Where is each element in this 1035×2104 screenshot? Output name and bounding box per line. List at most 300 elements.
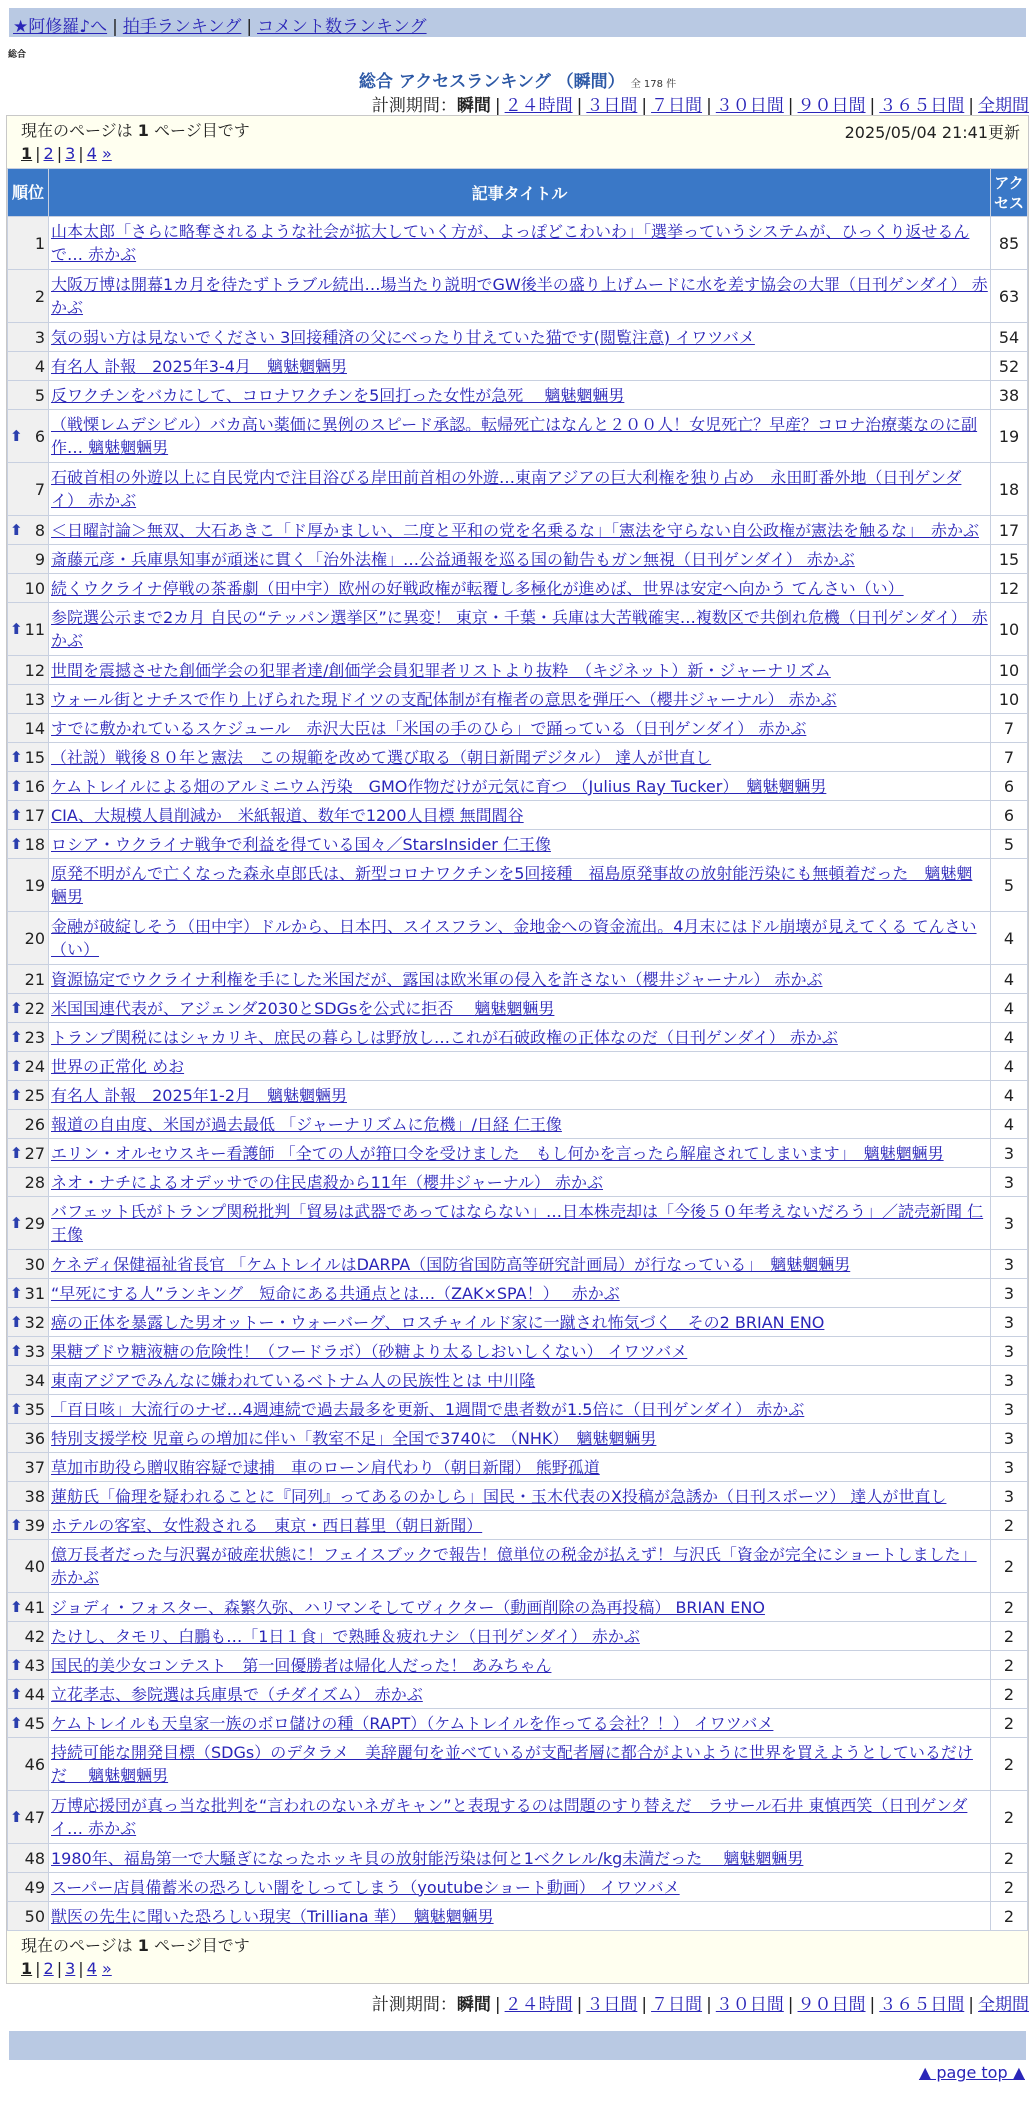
article-link[interactable]: 持続可能な開発目標（SDGs）のデタラメ 美辞麗句を並べているが支配者層に都合がよいように世界を買えようとしているだけだ 魑魅魍魎男 bbox=[51, 1743, 973, 1785]
title-cell bbox=[49, 859, 991, 912]
article-link[interactable]: 獣医の先生に聞いた恐ろしい現実（Trilliana 華） 魑魅魍魎男 bbox=[51, 1906, 494, 1926]
page-separator: | bbox=[35, 144, 41, 163]
rank-cell bbox=[8, 1873, 49, 1902]
table-header-row bbox=[8, 169, 1028, 217]
page-separator: | bbox=[78, 144, 84, 163]
up-arrow-icon: ⬆ bbox=[10, 805, 23, 824]
rank-number: 6 bbox=[34, 426, 45, 446]
article-link[interactable]: ジョディ・フォスター、森繁久弥、ハリマンそしてヴィクター（動画削除の為再投稿） BRIAN ENO bbox=[51, 1597, 765, 1617]
up-arrow-icon: ⬆ bbox=[10, 1312, 23, 1331]
rank-number: 13 bbox=[24, 689, 45, 709]
access-count: 3 bbox=[991, 1250, 1028, 1279]
table-row bbox=[8, 1482, 1028, 1511]
title-cell bbox=[49, 801, 991, 830]
title-cell bbox=[49, 381, 991, 410]
rank-cell bbox=[8, 1197, 49, 1250]
period-option-6[interactable]: ３６５日間 bbox=[879, 1995, 965, 2015]
article-link[interactable]: 原発不明がんで亡くなった森永卓郎氏は、新型コロナワクチンを5回接種 福島原発事故の放射能汚染にも無頓着だった 魑魅魍魎男 bbox=[51, 864, 973, 906]
article-link[interactable]: 斎藤元彦・兵庫県知事が頑迷に貫く「治外法権」…公益通報を巡る国の勧告もガン無視（日刊ゲンダイ） 赤かぶ bbox=[51, 549, 855, 569]
access-count: 3 bbox=[991, 1453, 1028, 1482]
title-cell bbox=[49, 656, 991, 685]
access-count: 2 bbox=[991, 1622, 1028, 1651]
access-count: 2 bbox=[991, 1873, 1028, 1902]
table-row bbox=[8, 603, 1028, 656]
page-separator: | bbox=[56, 1959, 63, 1978]
article-link[interactable]: “早死にする人”ランキング 短命にある共通点とは…（ZAK×SPA！） 赤かぶ bbox=[51, 1283, 620, 1303]
rank-cell bbox=[8, 1593, 49, 1622]
access-count: 4 bbox=[991, 1110, 1028, 1139]
title-cell bbox=[49, 270, 991, 323]
article-link[interactable]: エリン・オルセウスキー看護師 「全ての人が箝口令を受けました もし何かを言ったら解雇されてしまいます」 魑魅魍魎男 bbox=[51, 1143, 944, 1163]
title-cell bbox=[49, 574, 991, 603]
table-row bbox=[8, 685, 1028, 714]
access-count: 63 bbox=[991, 270, 1028, 323]
article-link[interactable]: すでに敷かれているスケジュール 赤沢大臣は「米国の手のひら」で踊っている（日刊ゲンダイ） 赤かぶ bbox=[51, 718, 807, 738]
table-row bbox=[8, 1110, 1028, 1139]
rank-number: 38 bbox=[24, 1486, 45, 1506]
page-info-footer bbox=[7, 1931, 1028, 1983]
period-option-4[interactable]: ３０日間 bbox=[715, 96, 784, 116]
page-info-pre: 現在のページは bbox=[21, 1936, 133, 1955]
access-count: 6 bbox=[991, 801, 1028, 830]
rank-cell bbox=[8, 463, 49, 516]
article-link[interactable]: 有名人 訃報 2025年1-2月 魑魅魍魎男 bbox=[51, 1085, 347, 1105]
table-row bbox=[8, 1250, 1028, 1279]
table-row bbox=[8, 1023, 1028, 1052]
period-separator: | bbox=[576, 96, 583, 116]
article-link[interactable]: ＜日曜討論＞無双、大石あきこ「ド厚かましい、二度と平和の党を名乗るな」「憲法を守らない自公政権が憲法を触るな」 赤かぶ bbox=[51, 520, 980, 540]
article-link[interactable]: ケムトレイルも天皇家一族のボロ儲けの種（RAPT）（ケムトレイルを作ってる会社？！） イワツバメ bbox=[51, 1713, 774, 1733]
table-row bbox=[8, 1593, 1028, 1622]
rank-number: 34 bbox=[24, 1370, 45, 1390]
table-row bbox=[8, 545, 1028, 574]
article-link[interactable]: 蓮舫氏「倫理を疑われることに『同列』ってあるのかしら」国民・玉木代表のX投稿が急誘か（日刊スポーツ） 達人が世直し bbox=[51, 1486, 947, 1506]
rank-number: 47 bbox=[24, 1807, 45, 1827]
article-link[interactable]: 億万長者だった与沢翼が破産状態に！フェイスブックで報告！億単位の税金が払えず！与沢氏「資金が完全にショートしました」 赤かぶ bbox=[51, 1545, 977, 1587]
table-row bbox=[8, 1622, 1028, 1651]
title-cell bbox=[49, 1902, 991, 1931]
table-row bbox=[8, 743, 1028, 772]
rank-cell bbox=[8, 1052, 49, 1081]
article-link[interactable]: 世間を震撼させた創価学会の犯罪者達/創価学会員犯罪者リストより抜粋 （キジネット）新・ジャーナリズム bbox=[51, 660, 831, 680]
access-count: 5 bbox=[991, 830, 1028, 859]
rank-cell bbox=[8, 1308, 49, 1337]
rank-number: 43 bbox=[24, 1655, 45, 1675]
period-option-2[interactable]: ３日間 bbox=[586, 96, 638, 116]
rank-cell bbox=[8, 1395, 49, 1424]
access-count: 5 bbox=[991, 859, 1028, 912]
rank-cell bbox=[8, 1139, 49, 1168]
page-link-4[interactable]: 4 bbox=[86, 1959, 97, 1978]
table-row bbox=[8, 965, 1028, 994]
rank-cell bbox=[8, 1622, 49, 1651]
article-link[interactable]: 石破首相の外遊以上に自民党内で注目浴びる岸田前首相の外遊…東南アジアの巨大利権を独り占め 永田町番外地（日刊ゲンダイ） 赤かぶ bbox=[51, 468, 962, 510]
access-count: 4 bbox=[991, 965, 1028, 994]
rank-cell bbox=[8, 859, 49, 912]
page-info-header bbox=[7, 116, 1028, 168]
page-info-pre: 現在のページは bbox=[21, 121, 133, 140]
rank-number: 20 bbox=[24, 928, 45, 948]
access-count: 12 bbox=[991, 574, 1028, 603]
access-count: 6 bbox=[991, 772, 1028, 801]
article-link[interactable]: 果糖ブドウ糖液糖の危険性！（フードラボ）（砂糖より太るしおいしくない） イワツバメ bbox=[51, 1341, 688, 1361]
rank-number: 23 bbox=[24, 1027, 45, 1047]
access-count: 17 bbox=[991, 516, 1028, 545]
up-arrow-icon: ⬆ bbox=[10, 1027, 23, 1046]
up-arrow-icon: ⬆ bbox=[10, 1341, 23, 1360]
up-arrow-icon: ⬆ bbox=[10, 1143, 23, 1162]
rank-cell bbox=[8, 1168, 49, 1197]
up-arrow-icon: ⬆ bbox=[10, 1213, 23, 1232]
period-option-0: 瞬間 bbox=[456, 1995, 491, 2015]
title-cell bbox=[49, 1366, 991, 1395]
section-label: 総合 bbox=[8, 50, 27, 60]
table-row bbox=[8, 1139, 1028, 1168]
access-count: 38 bbox=[991, 381, 1028, 410]
rank-header: 順位 bbox=[8, 169, 49, 217]
table-row bbox=[8, 830, 1028, 859]
rank-number: 32 bbox=[24, 1312, 45, 1332]
rank-cell bbox=[8, 1844, 49, 1873]
article-link[interactable]: 万博応援団が真っ当な批判を“言われのないネガキャン”と表現するのは問題のすり替えだ ラサール石井 東慎西笑（日刊ゲンダイ… 赤かぶ bbox=[51, 1796, 968, 1838]
rank-cell bbox=[8, 1902, 49, 1931]
period-separator: | bbox=[576, 1995, 583, 2015]
updated-timestamp: 2025/05/04 21:41更新 bbox=[844, 123, 1020, 142]
title-cell bbox=[49, 1511, 991, 1540]
page-title-text: 総合 アクセスランキング （瞬間） bbox=[358, 72, 625, 92]
period-option-2[interactable]: ３日間 bbox=[586, 1995, 638, 2015]
pagination-top bbox=[21, 144, 1014, 163]
title-cell bbox=[49, 965, 991, 994]
rank-number: 5 bbox=[34, 385, 45, 405]
article-link[interactable]: 金融が破綻しそう（田中宇）ドルから、日本円、スイスフラン、金地金への資金流出。4月末にはドル崩壊が見えてくる てんさい（い） bbox=[51, 917, 977, 959]
period-separator: | bbox=[968, 1995, 974, 2015]
article-link[interactable]: 山本太郎「さらに略奪されるような社会が拡大していく方が、よっぽどこわいわ」「選挙っていうシステムが、ひっくり返せるんで… 赤かぶ bbox=[51, 222, 970, 264]
rank-number: 14 bbox=[24, 718, 45, 738]
current-page: 1 bbox=[21, 144, 33, 163]
up-arrow-icon: ⬆ bbox=[10, 1807, 23, 1826]
rank-number: 3 bbox=[34, 327, 45, 347]
page-info-num: 1 bbox=[137, 121, 149, 140]
period-option-1[interactable]: ２４時間 bbox=[504, 1995, 573, 2015]
table-row bbox=[8, 352, 1028, 381]
article-link[interactable]: 世界の正常化 めお bbox=[51, 1056, 185, 1076]
rank-cell bbox=[8, 772, 49, 801]
table-row bbox=[8, 1873, 1028, 1902]
table-row bbox=[8, 1168, 1028, 1197]
rank-cell bbox=[8, 217, 49, 270]
article-link[interactable]: 反ワクチンをバカにして、コロナワクチンを5回打った女性が急死 魑魅魍魎男 bbox=[51, 385, 625, 405]
access-count: 4 bbox=[991, 1081, 1028, 1110]
access-count: 2 bbox=[991, 1844, 1028, 1873]
article-link[interactable]: バフェット氏がトランプ関税批判「貿易は武器であってはならない」…日本株売却は「今後５０年考えないだろう」／読売新聞 仁王像 bbox=[51, 1202, 984, 1244]
top-nav-bar bbox=[9, 8, 1026, 37]
table-row bbox=[8, 1680, 1028, 1709]
article-link[interactable]: 続くウクライナ停戦の茶番劇（田中宇）欧州の好戦政権が転覆し多極化が進めば、世界は安定へ向かう てんさい（い） bbox=[51, 578, 904, 598]
rank-number: 1 bbox=[34, 233, 45, 253]
table-row bbox=[8, 323, 1028, 352]
article-link[interactable]: 立花孝志、参院選は兵庫県で（チダイズム） 赤かぶ bbox=[51, 1684, 423, 1704]
title-cell bbox=[49, 1081, 991, 1110]
rank-number: 39 bbox=[24, 1515, 45, 1535]
rank-cell bbox=[8, 603, 49, 656]
table-row bbox=[8, 463, 1028, 516]
period-separator: | bbox=[494, 1995, 501, 2015]
table-row bbox=[8, 772, 1028, 801]
up-arrow-icon: ⬆ bbox=[10, 619, 23, 638]
rank-cell bbox=[8, 410, 49, 463]
article-link[interactable]: ロシア・ウクライナ戦争で利益を得ている国々／StarsInsider 仁王像 bbox=[51, 834, 551, 854]
page-link-2[interactable]: 2 bbox=[43, 144, 54, 163]
access-count: 3 bbox=[991, 1279, 1028, 1308]
period-separator: | bbox=[706, 96, 712, 116]
page-top-link[interactable]: ▲ page top ▲ bbox=[918, 2063, 1025, 2082]
title-cell bbox=[49, 1168, 991, 1197]
access-count: 3 bbox=[991, 1308, 1028, 1337]
rank-cell bbox=[8, 352, 49, 381]
title-cell bbox=[49, 1622, 991, 1651]
title-cell bbox=[49, 1540, 991, 1593]
rank-cell bbox=[8, 994, 49, 1023]
rank-number: 45 bbox=[24, 1713, 45, 1733]
rank-number: 31 bbox=[24, 1283, 45, 1303]
article-link[interactable]: 草加市助役ら贈収賄容疑で逮捕 車のローン肩代わり（朝日新聞） 熊野孤道 bbox=[51, 1457, 600, 1477]
rank-cell bbox=[8, 1337, 49, 1366]
period-separator: | bbox=[641, 96, 648, 116]
access-count: 4 bbox=[991, 912, 1028, 965]
ranking-table bbox=[7, 168, 1028, 1931]
access-count: 2 bbox=[991, 1593, 1028, 1622]
up-arrow-icon: ⬆ bbox=[10, 426, 23, 445]
access-count: 3 bbox=[991, 1482, 1028, 1511]
access-count: 4 bbox=[991, 994, 1028, 1023]
rank-number: 8 bbox=[34, 520, 45, 540]
article-link[interactable]: ケムトレイルによる畑のアルミニウム汚染 GMO作物だけが元気に育つ （Julius Ray Tucker） 魑魅魍魎男 bbox=[51, 776, 827, 796]
article-link[interactable]: 参院選公示まで2カ月 自民の“テッパン選挙区”に異変！ 東京・千葉・兵庫は大苦戦確実…複数区で共倒れ危機（日刊ゲンダイ） 赤かぶ bbox=[51, 608, 988, 650]
access-count: 3 bbox=[991, 1168, 1028, 1197]
article-link[interactable]: 米国国連代表が、アジェンダ2030とSDGsを公式に拒否 魑魅魍魎男 bbox=[51, 998, 555, 1018]
article-link[interactable]: （社説）戦後８０年と憲法 この規範を改めて選び取る（朝日新聞デジタル） 達人が世直し bbox=[51, 747, 712, 767]
article-link[interactable]: 「百日咳」大流行のナゼ…4週連続で過去最多を更新、1週間で患者数が1.5倍に（日刊ゲンダイ） 赤かぶ bbox=[51, 1399, 805, 1419]
article-link[interactable]: 気の弱い方は見ないでください 3回接種済の父にべったり甘えていた猫です(閲覧注意) イワツバメ bbox=[51, 327, 755, 347]
article-link[interactable]: 有名人 訃報 2025年3-4月 魑魅魍魎男 bbox=[51, 356, 347, 376]
home-link[interactable]: ★阿修羅♪へ bbox=[13, 17, 108, 37]
access-count: 2 bbox=[991, 1902, 1028, 1931]
up-arrow-icon: ⬆ bbox=[10, 1713, 23, 1732]
access-count: 10 bbox=[991, 656, 1028, 685]
access-count: 3 bbox=[991, 1337, 1028, 1366]
title-cell bbox=[49, 1709, 991, 1738]
period-selector-top bbox=[0, 91, 1029, 115]
rank-cell bbox=[8, 801, 49, 830]
table-row bbox=[8, 381, 1028, 410]
article-link[interactable]: トランプ関税にはシャカリキ、庶民の暮らしは野放し…これが石破政権の正体なのだ（日刊ゲンダイ） 赤かぶ bbox=[51, 1027, 838, 1047]
article-link[interactable]: 癌の正体を暴露した男オットー・ウォーバーグ、ロスチャイルド家に一蹴され怖気づく その2 BRIAN ENO bbox=[51, 1312, 825, 1332]
rank-number: 4 bbox=[34, 356, 45, 376]
article-link[interactable]: 国民的美少女コンテスト 第一回優勝者は帰化人だった！ あみちゃん bbox=[51, 1655, 552, 1675]
article-link[interactable]: ホテルの客室、女性殺される 東京・西日暮里（朝日新聞） bbox=[51, 1515, 483, 1535]
up-arrow-icon: ⬆ bbox=[10, 1597, 23, 1616]
article-link[interactable]: 資源協定でウクライナ利権を手にした米国だが、露国は欧米軍の侵入を許さない（櫻井ジャーナル） 赤かぶ bbox=[51, 969, 823, 989]
table-row bbox=[8, 516, 1028, 545]
table-row bbox=[8, 1738, 1028, 1791]
access-count: 2 bbox=[991, 1791, 1028, 1844]
rank-number: 17 bbox=[24, 805, 45, 825]
rank-cell bbox=[8, 1482, 49, 1511]
rank-cell bbox=[8, 714, 49, 743]
table-row bbox=[8, 1709, 1028, 1738]
rank-cell bbox=[8, 656, 49, 685]
title-cell bbox=[49, 323, 991, 352]
rank-number: 46 bbox=[24, 1754, 45, 1774]
access-count: 4 bbox=[991, 1052, 1028, 1081]
page-separator: | bbox=[78, 1959, 84, 1978]
rank-cell bbox=[8, 1651, 49, 1680]
rank-cell bbox=[8, 574, 49, 603]
article-link[interactable]: 東南アジアでみんなに嫌われているベトナム人の民族性とは 中川隆 bbox=[51, 1370, 536, 1390]
table-row bbox=[8, 1081, 1028, 1110]
title-cell bbox=[49, 1482, 991, 1511]
rank-number: 9 bbox=[34, 549, 45, 569]
title-cell bbox=[49, 1023, 991, 1052]
access-count: 3 bbox=[991, 1424, 1028, 1453]
up-arrow-icon: ⬆ bbox=[10, 747, 23, 766]
table-row bbox=[8, 1395, 1028, 1424]
period-option-6[interactable]: ３６５日間 bbox=[879, 96, 965, 116]
rank-cell bbox=[8, 1540, 49, 1593]
period-option-7[interactable]: 全期間 bbox=[978, 96, 1029, 116]
page-link-3[interactable]: 3 bbox=[65, 144, 76, 163]
comment-ranking-link[interactable]: コメント数ランキング bbox=[257, 17, 427, 37]
access-count: 52 bbox=[991, 352, 1028, 381]
rank-cell bbox=[8, 1424, 49, 1453]
rank-cell bbox=[8, 1023, 49, 1052]
next-page-link[interactable]: » bbox=[101, 1959, 112, 1978]
rank-cell bbox=[8, 743, 49, 772]
period-option-5[interactable]: ９０日間 bbox=[797, 96, 866, 116]
title-cell bbox=[49, 217, 991, 270]
rank-number: 18 bbox=[24, 834, 45, 854]
article-link[interactable]: （戦慄レムデシビル）バカ高い薬価に異例のスピード承認。転帰死亡はなんと２００人！女児死亡？早産？コロナ治療薬なのに副作… 魑魅魍魎男 bbox=[51, 415, 978, 457]
rank-number: 2 bbox=[34, 286, 45, 306]
rank-number: 28 bbox=[24, 1172, 45, 1192]
page-title bbox=[0, 67, 1035, 91]
table-row bbox=[8, 714, 1028, 743]
period-separator: | bbox=[869, 1995, 876, 2015]
title-cell bbox=[49, 830, 991, 859]
access-count: 2 bbox=[991, 1680, 1028, 1709]
title-cell bbox=[49, 1651, 991, 1680]
article-link[interactable]: 報道の自由度、米国が過去最低 「ジャーナリズムに危機」/日経 仁王像 bbox=[51, 1114, 562, 1134]
access-count: 3 bbox=[991, 1366, 1028, 1395]
access-count: 10 bbox=[991, 603, 1028, 656]
page-top-area bbox=[0, 2063, 1025, 2085]
up-arrow-icon: ⬆ bbox=[10, 1399, 23, 1418]
rank-cell bbox=[8, 685, 49, 714]
clap-ranking-link[interactable]: 拍手ランキング bbox=[122, 17, 242, 37]
rank-cell bbox=[8, 1791, 49, 1844]
up-arrow-icon: ⬆ bbox=[10, 776, 23, 795]
page-info-post: ページ目です bbox=[154, 121, 250, 140]
period-option-5[interactable]: ９０日間 bbox=[797, 1995, 866, 2015]
title-cell bbox=[49, 410, 991, 463]
period-option-7[interactable]: 全期間 bbox=[978, 1995, 1029, 2015]
article-link[interactable]: CIA、大規模人員削減か 米紙報道、数年で1200人目標 無間閻谷 bbox=[51, 805, 524, 825]
rank-number: 30 bbox=[24, 1254, 45, 1274]
rank-number: 12 bbox=[24, 660, 45, 680]
table-row bbox=[8, 1308, 1028, 1337]
article-link[interactable]: スーパー店員備蓄米の恐ろしい闇をしってしまう（youtubeショート動画） イワツバメ bbox=[51, 1877, 680, 1897]
up-arrow-icon: ⬆ bbox=[10, 1515, 23, 1534]
table-row bbox=[8, 1197, 1028, 1250]
page-separator: | bbox=[35, 1959, 41, 1978]
table-row bbox=[8, 1424, 1028, 1453]
access-count: 3 bbox=[991, 1395, 1028, 1424]
period-selector-bottom bbox=[0, 1990, 1029, 2014]
rank-number: 11 bbox=[24, 619, 45, 639]
rank-number: 37 bbox=[24, 1457, 45, 1477]
article-link[interactable]: ネオ・ナチによるオデッサでの住民虐殺から11年（櫻井ジャーナル） 赤かぶ bbox=[51, 1172, 604, 1192]
table-row bbox=[8, 1453, 1028, 1482]
article-link[interactable]: ウォール街とナチスで作り上げられた現ドイツの支配体制が有権者の意思を弾圧へ（櫻井ジャーナル） 赤かぶ bbox=[51, 689, 837, 709]
rank-cell bbox=[8, 381, 49, 410]
rank-number: 41 bbox=[24, 1597, 45, 1617]
article-link[interactable]: 1980年、福島第一で大騒ぎになったホッキ貝の放射能汚染は何と1ベクレル/kg未満だった 魑魅魍魎男 bbox=[51, 1848, 804, 1868]
title-cell bbox=[49, 1424, 991, 1453]
period-label: 計測期間： bbox=[371, 96, 457, 116]
page-link-3[interactable]: 3 bbox=[65, 1959, 76, 1978]
article-link[interactable]: たけし、タモリ、白鵬も…「1日１食」で熟睡＆疲れナシ（日刊ゲンダイ） 赤かぶ bbox=[51, 1626, 640, 1646]
title-cell bbox=[49, 685, 991, 714]
table-row bbox=[8, 1337, 1028, 1366]
title-cell bbox=[49, 1308, 991, 1337]
period-option-3[interactable]: ７日間 bbox=[651, 1995, 703, 2015]
table-row bbox=[8, 217, 1028, 270]
access-count: 18 bbox=[991, 463, 1028, 516]
period-option-1[interactable]: ２４時間 bbox=[504, 96, 573, 116]
title-cell bbox=[49, 1337, 991, 1366]
rank-cell bbox=[8, 323, 49, 352]
rank-number: 48 bbox=[24, 1848, 45, 1868]
title-cell bbox=[49, 772, 991, 801]
title-cell bbox=[49, 1139, 991, 1168]
rank-number: 50 bbox=[24, 1906, 45, 1926]
table-row bbox=[8, 1511, 1028, 1540]
table-row bbox=[8, 1052, 1028, 1081]
up-arrow-icon: ⬆ bbox=[10, 1684, 23, 1703]
title-cell bbox=[49, 1873, 991, 1902]
article-link[interactable]: 特別支援学校 児童らの増加に伴い「教室不足」全国で3740に （NHK） 魑魅魍魎男 bbox=[51, 1428, 657, 1448]
page-link-2[interactable]: 2 bbox=[43, 1959, 54, 1978]
access-count: 15 bbox=[991, 545, 1028, 574]
period-separator: | bbox=[869, 96, 876, 116]
up-arrow-icon: ⬆ bbox=[10, 998, 23, 1017]
page-link-4[interactable]: 4 bbox=[86, 144, 97, 163]
title-cell bbox=[49, 1052, 991, 1081]
article-link[interactable]: 大阪万博は開幕1カ月を待たずトラブル続出…場当たり説明でGW後半の盛り上げムードに水を差す協会の大罪（日刊ゲンダイ） 赤かぶ bbox=[51, 275, 988, 317]
rank-number: 19 bbox=[24, 875, 45, 895]
access-header: アクセス bbox=[991, 169, 1028, 217]
title-cell bbox=[49, 1453, 991, 1482]
period-option-4[interactable]: ３０日間 bbox=[715, 1995, 784, 2015]
page-separator: | bbox=[56, 144, 63, 163]
rank-cell bbox=[8, 1511, 49, 1540]
period-option-3[interactable]: ７日間 bbox=[651, 96, 703, 116]
article-link[interactable]: ケネディ保健福祉省長官 「ケムトレイルはDARPA（国防省国防高等研究計画局）が行なっている」 魑魅魍魎男 bbox=[51, 1254, 851, 1274]
table-row bbox=[8, 270, 1028, 323]
next-page-link[interactable]: » bbox=[101, 144, 112, 163]
title-cell bbox=[49, 352, 991, 381]
